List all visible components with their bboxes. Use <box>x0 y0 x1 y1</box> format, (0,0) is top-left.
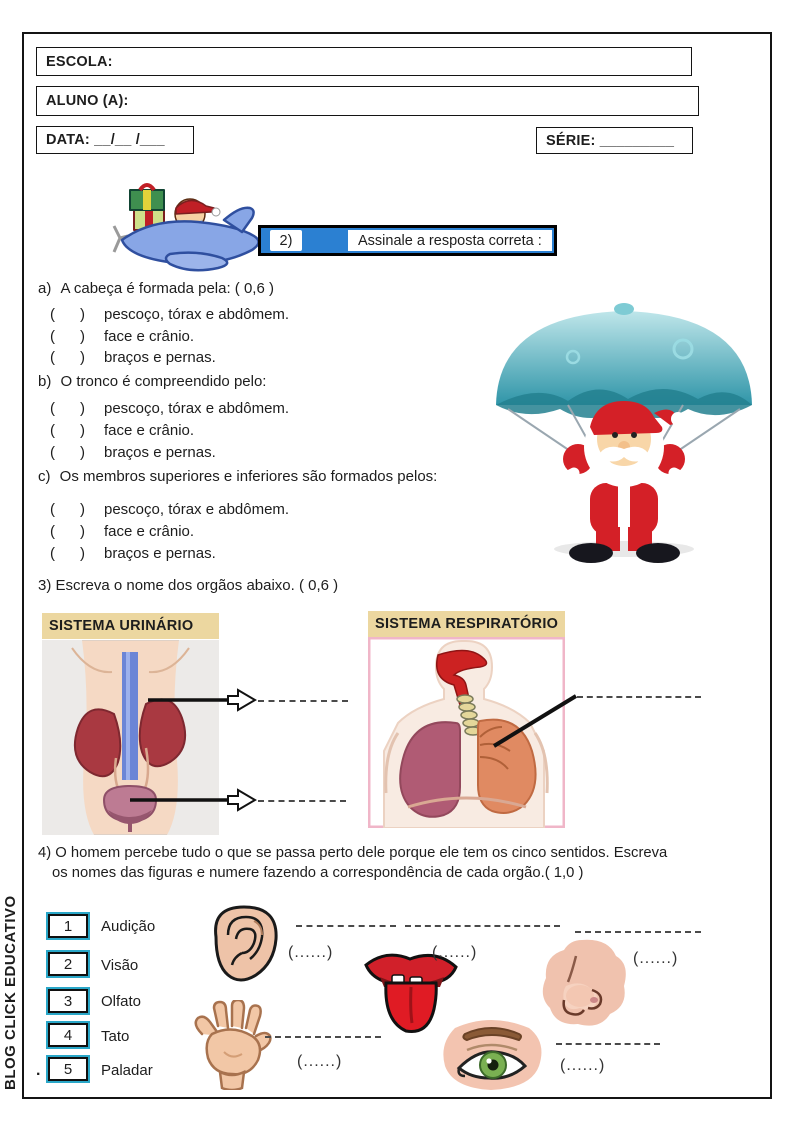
eye-answer-line[interactable] <box>556 1043 660 1045</box>
option-text: pescoço, tórax e abdômem. <box>104 400 290 417</box>
sense-number-4: 4 <box>48 1023 88 1047</box>
respiratory-system-header: SISTEMA RESPIRATÓRIO <box>368 611 565 637</box>
lung-pointer-line <box>488 690 583 752</box>
question-c-label: c) <box>38 468 51 485</box>
eye-number-blank[interactable]: (......) <box>560 1057 606 1074</box>
sense-number-5: 5 <box>48 1057 88 1081</box>
santa-parachute-icon <box>478 287 770 567</box>
grade-label: SÉRIE: _________ <box>546 132 675 149</box>
hand-icon <box>190 1000 274 1090</box>
sense-number-box-2 <box>46 950 90 978</box>
option-text: pescoço, tórax e abdômem. <box>104 501 290 518</box>
option-row <box>50 422 194 439</box>
question-c-text: Os membros superiores e inferiores são formados pelos: <box>59 468 438 485</box>
question3-text: 3) Escreva o nome dos orgãos abaixo. ( 0,6 ) <box>38 577 339 594</box>
nose-number-blank[interactable]: (......) <box>633 950 679 967</box>
nose-answer-line[interactable] <box>575 931 701 933</box>
option-row <box>50 349 216 366</box>
kidney-answer-line[interactable] <box>258 700 348 702</box>
option-text: braços e pernas. <box>104 545 216 562</box>
sense-label-audicao: Audição <box>101 918 156 935</box>
blog-watermark: BLOG CLICK EDUCATIVO <box>2 895 19 1090</box>
sense-number-1: 1 <box>48 914 88 938</box>
tongue-number-blank[interactable]: (......) <box>432 944 478 961</box>
stray-dot: . <box>36 1062 41 1079</box>
sense-label-paladar: Paladar <box>101 1062 153 1079</box>
answer-checkbox[interactable]: ( ) <box>50 545 85 562</box>
option-row <box>50 501 289 518</box>
answer-checkbox[interactable]: ( ) <box>50 444 85 461</box>
eye-icon <box>437 1016 547 1092</box>
ear-icon <box>202 901 292 987</box>
question-a <box>38 280 274 297</box>
option-text: pescoço, tórax e abdômem. <box>104 306 290 323</box>
option-row <box>50 400 289 417</box>
sense-number-box-3 <box>46 987 90 1015</box>
option-row <box>50 306 289 323</box>
nose-icon <box>538 938 630 1032</box>
question-c <box>38 468 437 485</box>
urinary-system-header: SISTEMA URINÁRIO <box>42 613 219 639</box>
sense-number-box-1 <box>46 912 90 940</box>
school-field[interactable] <box>36 47 692 76</box>
answer-checkbox[interactable]: ( ) <box>50 328 85 345</box>
lung-answer-line[interactable] <box>577 696 701 698</box>
student-label: ALUNO (A): <box>46 93 129 109</box>
sense-number-3: 3 <box>48 989 88 1013</box>
sense-number-box-5 <box>46 1055 90 1083</box>
option-text: braços e pernas. <box>104 349 216 366</box>
question-b-text: O tronco é compreendido pelo: <box>60 373 267 390</box>
answer-checkbox[interactable]: ( ) <box>50 501 85 518</box>
option-row <box>50 545 216 562</box>
date-field[interactable] <box>36 126 194 154</box>
answer-checkbox[interactable]: ( ) <box>50 306 85 323</box>
kidney-pointer-arrow <box>146 688 258 712</box>
hand-number-blank[interactable]: (......) <box>297 1053 343 1070</box>
date-label: DATA: __/__ /___ <box>46 132 165 148</box>
santa-airplane-icon <box>112 176 268 276</box>
question-a-label: a) <box>38 280 52 297</box>
hand-answer-line[interactable] <box>265 1036 381 1038</box>
answer-checkbox[interactable]: ( ) <box>50 400 85 417</box>
option-row <box>50 328 194 345</box>
question4-line2: os nomes das figuras e numere fazendo a correspondência de cada orgão.( 1,0 ) <box>52 865 584 881</box>
ear-number-blank[interactable]: (......) <box>288 944 334 961</box>
question2-banner <box>258 225 557 256</box>
answer-checkbox[interactable]: ( ) <box>50 523 85 540</box>
question-a-text: A cabeça é formada pela: ( 0,6 ) <box>60 280 274 297</box>
answer-checkbox[interactable]: ( ) <box>50 349 85 366</box>
option-text: face e crânio. <box>104 422 195 439</box>
question4-line1: 4) O homem percebe tudo o que se passa perto dele porque ele tem os cinco sentidos. Escreva <box>38 845 668 861</box>
sense-label-olfato: Olfato <box>101 993 142 1010</box>
sense-number-box-4 <box>46 1021 90 1049</box>
option-row <box>50 444 216 461</box>
ear-answer-line[interactable] <box>296 925 396 927</box>
student-field[interactable] <box>36 86 699 116</box>
grade-field[interactable] <box>536 127 693 154</box>
answer-checkbox[interactable]: ( ) <box>50 422 85 439</box>
option-text: face e crânio. <box>104 523 195 540</box>
school-label: ESCOLA: <box>46 53 113 70</box>
bladder-pointer-arrow <box>128 788 258 812</box>
tongue-answer-line[interactable] <box>405 925 560 927</box>
option-row <box>50 523 194 540</box>
option-text: face e crânio. <box>104 328 195 345</box>
question2-number: 2) <box>270 230 302 251</box>
question-b-label: b) <box>38 373 52 390</box>
bladder-answer-line[interactable] <box>258 800 346 802</box>
sense-number-2: 2 <box>48 952 88 976</box>
sense-label-tato: Tato <box>101 1028 130 1045</box>
option-text: braços e pernas. <box>104 444 216 461</box>
question-b <box>38 373 266 390</box>
sense-label-visao: Visão <box>101 957 139 974</box>
question2-title: Assinale a resposta correta : <box>348 230 552 251</box>
